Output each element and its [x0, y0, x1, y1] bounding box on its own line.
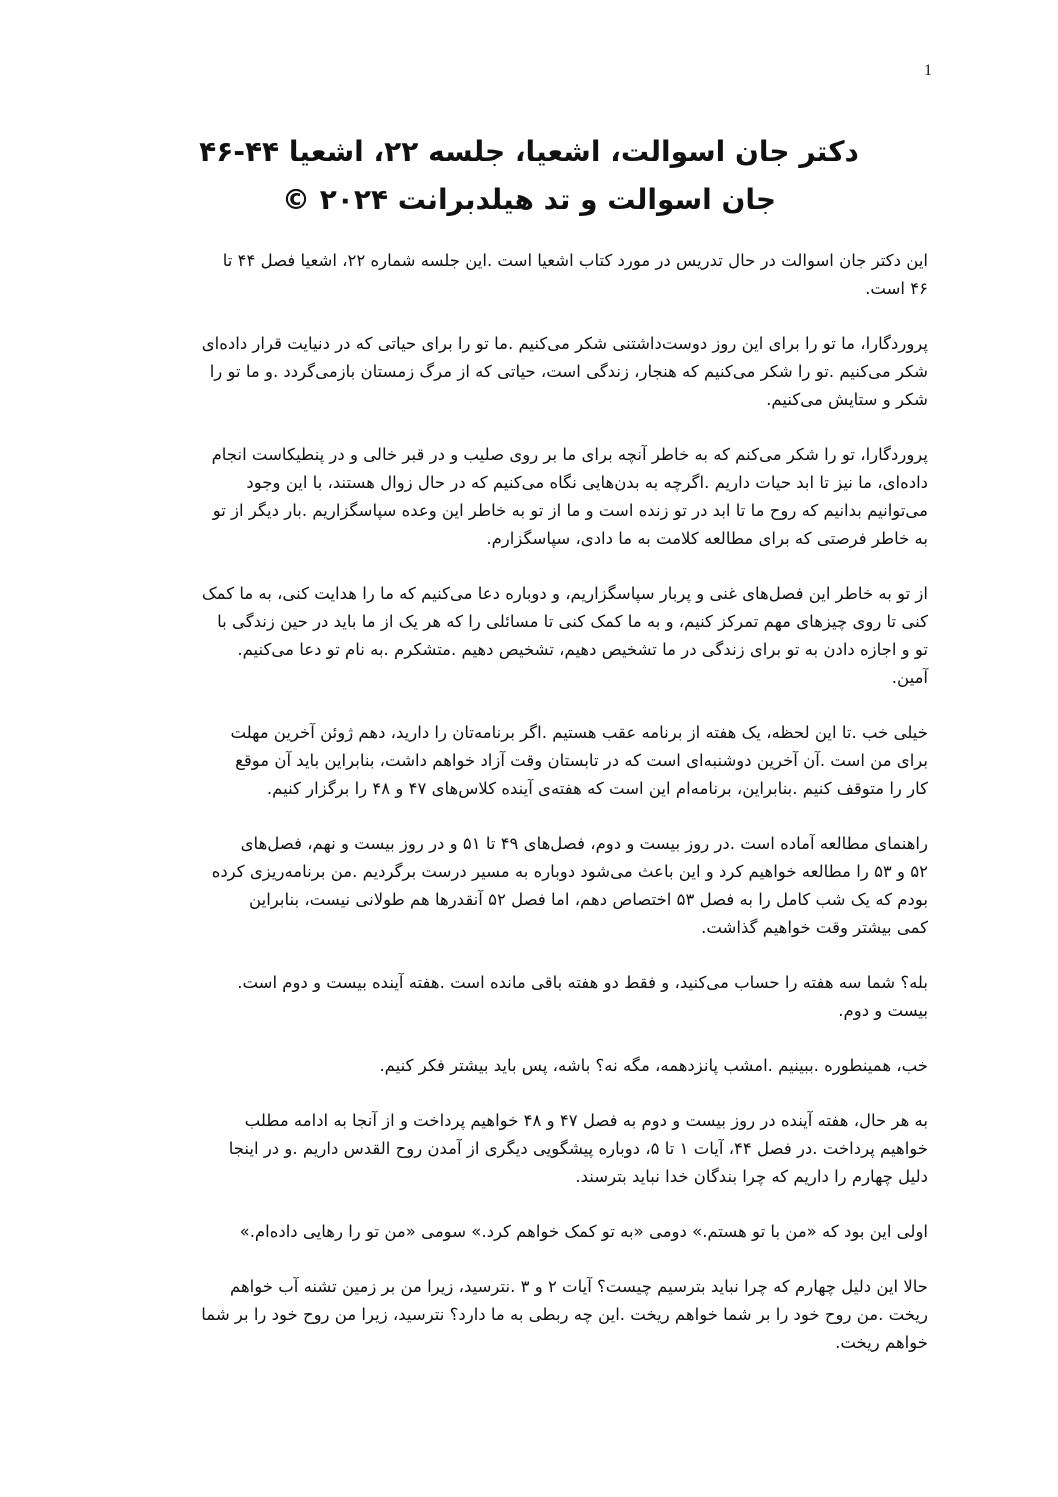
paragraph-line: ۴۶ است. [865, 279, 928, 298]
paragraph-line: دلیل چهارم را داریم که چرا بندگان خدا نباید بترسند. [575, 1167, 928, 1186]
paragraph-line: بودم که یک شب کامل را به فصل ۵۳ اختصاص دهم، اما فصل ۵۲ آنقدرها هم طولانی نیست، بنابراین [249, 890, 928, 909]
paragraph [130, 830, 928, 942]
paragraph [130, 1273, 928, 1357]
paragraph [130, 719, 928, 803]
paragraph [130, 580, 928, 692]
paragraph-line: تو و اجازه دادن به تو برای زندگی در ما تشخیص دهیم، تشخیص دهیم .متشکرم .به نام تو دعا می‌کنیم. [237, 640, 928, 659]
paragraph [130, 1218, 928, 1246]
paragraph [130, 969, 928, 1025]
paragraph-line: به هر حال، هفته آینده در روز بیست و دوم به فصل ۴۷ و ۴۸ خواهیم پرداخت و از آنجا به ادامه مطلب [244, 1111, 928, 1130]
paragraph-line: ریخت .من روح خود را بر شما خواهم ریخت .این چه ربطی به ما دارد؟ نترسید، زیرا من روح خود را بر شما [201, 1305, 928, 1324]
paragraph-line: پروردگارا، ما تو را برای این روز دوست‌داشتنی شکر می‌کنیم .ما تو را برای حیاتی که در دنیایت قرار داده‌ای [201, 334, 928, 353]
paragraph-line: راهنمای مطالعه آماده است .در روز بیست و دوم، فصل‌های ۴۹ تا ۵۱ و در روز بیست و نهم، فصل‌های [240, 834, 928, 853]
paragraph-line: آمین. [891, 668, 928, 687]
paragraph-line: شکر می‌کنیم .تو را شکر می‌کنیم که هنجار، زندگی است، حیاتی که از مرگ زمستان بازمی‌گردد .و ما تو را [209, 362, 928, 381]
paragraph [130, 247, 928, 303]
paragraph-line: خب، همینطوره .ببینیم .امشب پانزدهمه، مگه نه؟ باشه، پس باید بیشتر فکر کنیم. [379, 1056, 928, 1075]
paragraph-line: پروردگارا، تو را شکر می‌کنم که به خاطر آنچه برای ما بر روی صلیب و در قبر خالی و در پنطیکاست انجام [211, 445, 928, 464]
paragraph-line: خواهیم پرداخت .در فصل ۴۴، آیات ۱ تا ۵، دوباره پیشگویی دیگری از آمدن روح القدس داریم .و در اینجا [228, 1139, 928, 1158]
paragraph-line: کار را متوقف کنیم .بنابراین، برنامه‌ام این است که هفته‌ی آینده کلاس‌های ۴۷ و ۴۸ را برگزار کنیم. [266, 779, 928, 798]
paragraph-line: ۵۲ و ۵۳ را مطالعه خواهیم کرد و این باعث می‌شود دوباره به مسیر درست برگردیم .من برنامه‌ریزی کرده [211, 862, 928, 881]
paragraph-line: کمی بیشتر وقت خواهیم گذاشت. [701, 918, 928, 937]
paragraph [130, 1052, 928, 1080]
paragraph-line: شکر و ستایش می‌کنیم. [766, 390, 928, 409]
paragraph-line: این دکتر جان اسوالت در حال تدریس در مورد کتاب اشعیا است .این جلسه شماره ۲۲، اشعیا فصل ۴۴ تا [222, 251, 928, 270]
document-body [130, 247, 928, 1384]
title-line-1: دکتر جان اسوالت، اشعیا، جلسه ۲۲، اشعیا ۴۴-۴۶ [199, 135, 859, 168]
paragraph-line: خواهم ریخت. [835, 1333, 928, 1352]
paragraph-line: اولی این بود که «من با تو هستم.» دومی «به تو کمک خواهم کرد.» سومی «من تو را رهایی داده‌ام.» [239, 1222, 928, 1241]
paragraph-line: بله؟ شما سه هفته را حساب می‌کنید، و فقط دو هفته باقی مانده است .هفته آینده بیست و دوم است. [237, 973, 928, 992]
title-line-2: جان اسوالت و تد هیلدبرانت ۲۰۲۴ © [281, 183, 777, 216]
paragraph-line: کنی تا روی چیزهای مهم تمرکز کنیم، و به ما کمک کنی تا مسائلی را که هر یک از ما باید در حین زندگی با [217, 612, 928, 631]
paragraph-line: از تو به خاطر این فصل‌های غنی و پربار سپاسگزاریم، و دوباره دعا می‌کنیم که ما را هدایت کنی، به ما کمک [201, 584, 928, 603]
page-number: 1 [924, 62, 932, 79]
paragraph-line: بیست و دوم. [838, 1001, 928, 1020]
paragraph-line: برای من است .آن آخرین دوشنبه‌ای است که در تابستان وقت آزاد خواهم داشت، بنابراین باید آن موقع [235, 751, 928, 770]
paragraph-line: خیلی خب .تا این لحظه، یک هفته از برنامه عقب هستیم .اگر برنامه‌تان را دارید، دهم ژوئن آخرین مهلت [230, 723, 928, 742]
paragraph-line: حالا این دلیل چهارم که چرا نباید بترسیم چیست؟ آیات ۲ و ۳ .نترسید، زیرا من بر زمین تشنه آب خواهم [229, 1277, 928, 1296]
paragraph-line: داده‌ای، ما نیز تا ابد حیات داریم .اگرچه به بدن‌هایی نگاه می‌کنیم که در حال زوال هستند، با این وجود [246, 473, 928, 492]
paragraph-line: به خاطر فرصتی که برای مطالعه کلامت به ما دادی، سپاسگزارم. [486, 529, 928, 548]
document-title [130, 128, 928, 224]
paragraph [130, 441, 928, 553]
paragraph [130, 1107, 928, 1191]
paragraph [130, 330, 928, 414]
paragraph-line: می‌توانیم بدانیم که روح ما تا ابد در تو زنده است و ما از تو به خاطر این وعده سپاسگزاریم .بار دیگر از تو [212, 501, 928, 520]
